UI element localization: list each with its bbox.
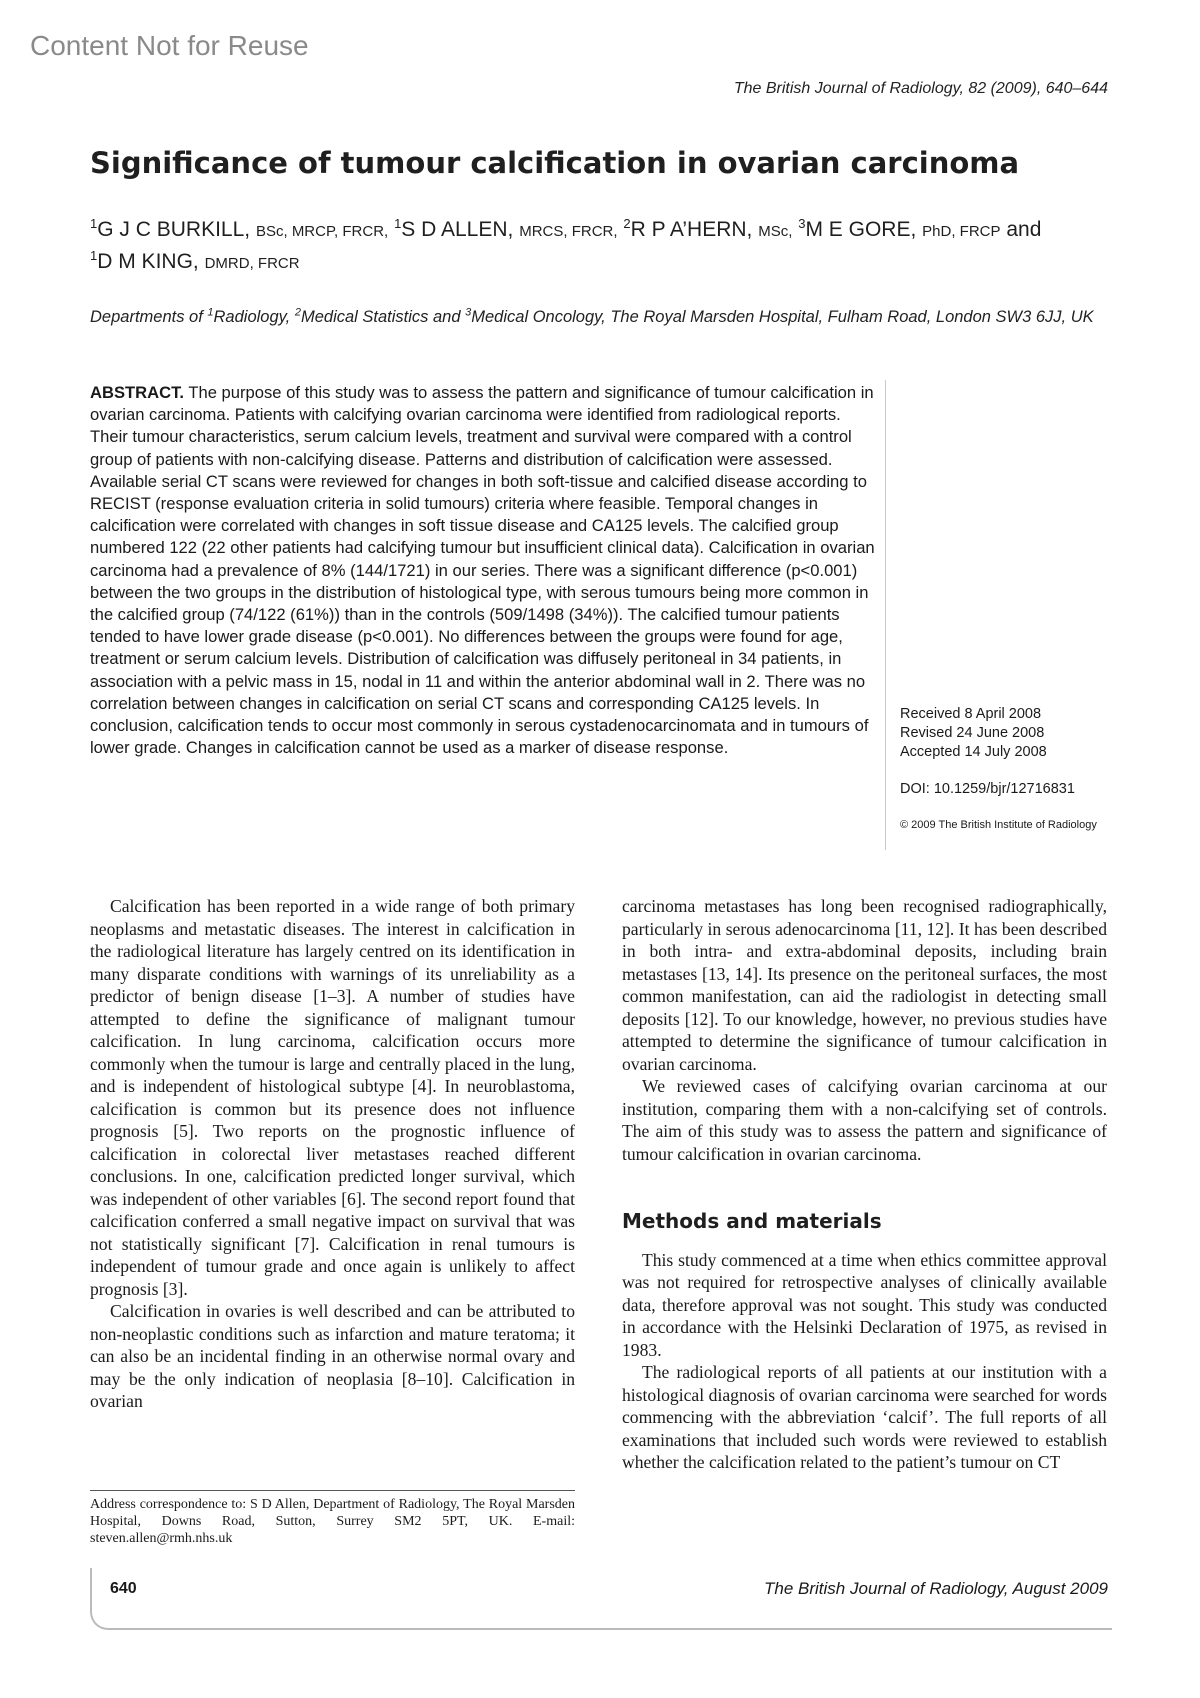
watermark: Content Not for Reuse: [30, 30, 309, 61]
revised-date: Revised 24 June 2008: [900, 725, 1045, 741]
abstract-label: ABSTRACT.: [90, 383, 185, 402]
footer-journal: The British Journal of Radiology, August 2009: [764, 1579, 1108, 1598]
author: $^1$D M KING, DMRD, FRCR: [90, 248, 300, 273]
paragraph: Calcification has been reported in a wide range of both primary neoplasms and metastatic diseases. The interest in calcification in the radiological literature has largely centred on its identification in many disparate conditions with warnings of its unreliability as a predictor of benign disease [1–3]. A number of studies have attempted to define the significance of malignant tumour calcification. In lung carcinoma, calcification occurs more commonly when the tumour is large and centrally placed in the lung, and is independent of histological subtype [4]. In neuroblastoma, calcification is common but its presence does not influence prognosis [5]. Two reports on the prognostic influence of calcification in colorectal liver metastases reached different conclusions. In one, calcification predicted longer survival, which was independent of other variables [6]. The second report found that calcification conferred a small negative impact on survival that was not statistically significant [7]. Calcification in renal tumours is independent of tumour grade and once again is unlikely to affect prognosis [3].: [90, 896, 575, 1299]
paragraph: We reviewed cases of calcifying ovarian carcinoma at our institution, comparing them with a non-calcifying set of controls. The aim of this study was to assess the pattern and significance of tumour calcification in ovarian carcinoma.: [622, 1076, 1107, 1164]
author: $^1$S D ALLEN, MRCS, FRCR,: [394, 216, 618, 241]
footer-border: [90, 1568, 1112, 1630]
abstract: [90, 382, 880, 759]
doi: DOI: 10.1259/bjr/12716831: [900, 781, 1075, 797]
author-conjunction: and: [1006, 218, 1042, 241]
paragraph: This study commenced at a time when ethics committee approval was not required for retrospective analyses of clinically available data, therefore approval was not sought. This study was conducted in accordance with the Helsinki Declaration of 1975, as revised in 1983.: [622, 1249, 1107, 1360]
paragraph: The radiological reports of all patients at our institution with a histological diagnosis of ovarian carcinoma were searched for words commencing with the abbreviation ‘calcif’. The full reports of all examinations that included such words were reviewed to establish whether the calcification related to the patient’s tumour on CT: [622, 1362, 1107, 1472]
received-date: Received 8 April 2008: [900, 706, 1042, 722]
body-column-left: [90, 895, 575, 1413]
journal-reference: The British Journal of Radiology, 82 (2009), 640–644: [733, 80, 1108, 97]
correspondence-footnote: Address correspondence to: S D Allen, Department of Radiology, The Royal Marsden Hospital, Downs Road, Sutton, Surrey SM2 5PT, UK. E-mail: steven.allen@rmh.nhs.uk: [90, 1497, 575, 1546]
paragraph: carcinoma metastases has long been recognised radiographically, particularly in serous adenocarcinoma [11, 12]. It has been described in both intra- and extra-abdominal deposits, including brain metastases [13, 14]. Its presence on the peritoneal surfaces, the most common manifestation, can aid the radiologist in detecting small deposits [12]. To our knowledge, however, no previous studies have attempted to determine the significance of tumour calcification in ovarian carcinoma.: [622, 896, 1107, 1074]
author: $^1$G J C BURKILL, BSc, MRCP, FRCR,: [90, 216, 389, 241]
author-list: [90, 215, 1115, 279]
affiliations: Departments of $^1$Radiology, $^2$Medical Statistics and $^3$Medical Oncology, The Royal Marsden Hospital, Fulham Road, London SW3 6JJ, UK: [90, 306, 1094, 326]
footnote-rule: [90, 1490, 575, 1491]
article-dates: [900, 705, 1120, 834]
author: $^3$M E GORE, PhD, FRCP: [798, 216, 1001, 241]
section-heading: Methods and materials: [622, 1209, 882, 1233]
copyright: © 2009 The British Institute of Radiology: [900, 819, 1097, 831]
page-number: 640: [110, 1580, 137, 1597]
divider: [885, 380, 886, 850]
accepted-date: Accepted 14 July 2008: [900, 744, 1047, 760]
abstract-text: The purpose of this study was to assess the pattern and significance of tumour calcification in ovarian carcinoma. Patients with calcifying ovarian carcinoma were identified from radiological reports. Their tumour characteristics, serum calcium levels, treatment and survival were compared with a control group of patients with non-calcifying disease. Patterns and distribution of calcification were assessed. Available serial CT scans were reviewed for changes in both soft-tissue and calcified disease according to RECIST (response evaluation criteria in solid tumours) criteria where feasible. Temporal changes in calcification were correlated with changes in soft tissue disease and CA125 levels. The calcified group numbered 122 (22 other patients had calcifying tumour but insufficient clinical data). Calcification in ovarian carcinoma had a prevalence of 8% (144/1721) in our series. There was a significant difference (p<0.001) between the two groups in the distribution of histological type, with serous tumours being more common in the calcified group (74/122 (61%)) than in the controls (509/1498 (34%)). The calcified tumour patients tended to have lower grade disease (p<0.001). No differences between the groups were found for age, treatment or serum calcium levels. Distribution of calcification was diffusely peritoneal in 34 patients, in association with a pelvic mass in 15, nodal in 11 and within the anterior abdominal wall in 2. There was no correlation between changes in calcification on serial CT scans and corresponding CA125 levels. In conclusion, calcification tends to occur most commonly in serous cystadenocarcinomata and in tumours of lower grade. Changes in calcification cannot be used as a marker of disease response.: [90, 383, 875, 758]
article-title: Significance of tumour calcification in ovarian carcinoma: [90, 146, 1020, 180]
paragraph: Calcification in ovaries is well described and can be attributed to non-neoplastic conditions such as infarction and mature teratoma; it can also be an incidental finding in an otherwise normal ovary and may be the only indication of neoplasia [8–10]. Calcification in ovarian: [90, 1301, 575, 1411]
author: $^2$R P A’HERN, MSc,: [623, 216, 793, 241]
body-column-right: [622, 895, 1107, 1474]
